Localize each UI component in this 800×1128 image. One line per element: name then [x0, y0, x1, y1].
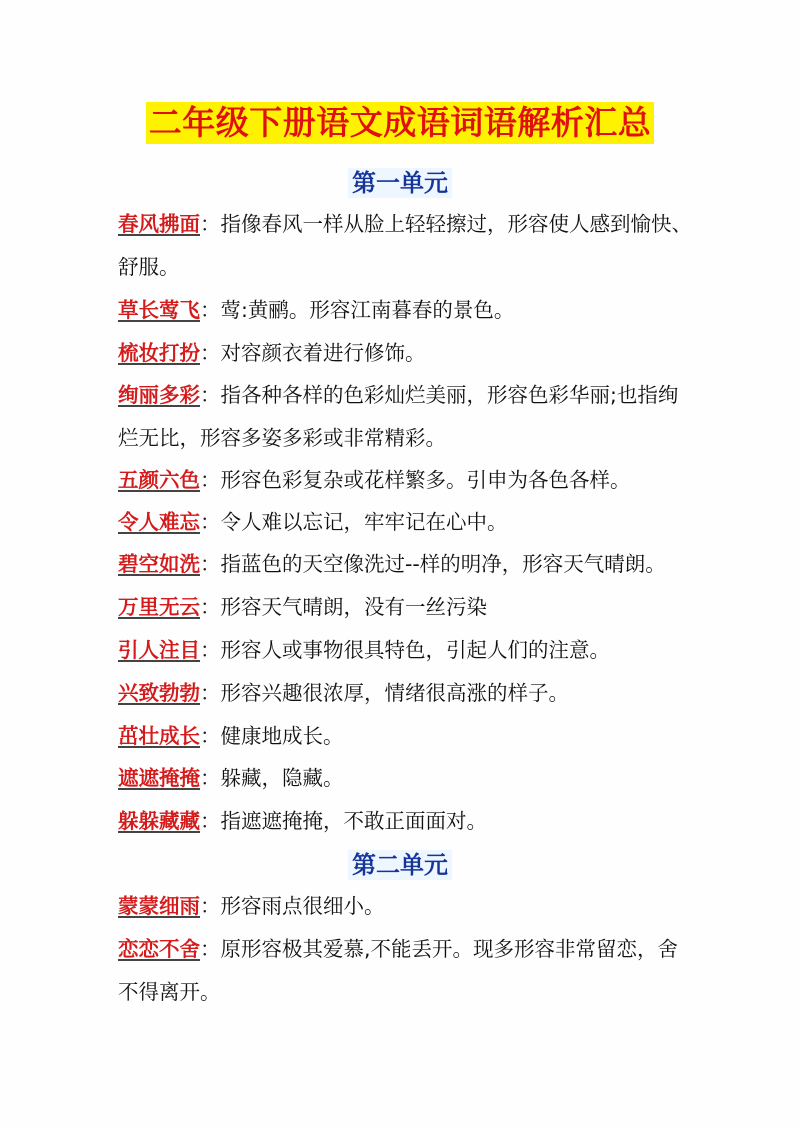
- idiom-term: 春风拂面: [118, 212, 200, 236]
- idiom-term: 恋恋不舍: [118, 937, 200, 961]
- colon-separator: ：: [200, 724, 221, 748]
- idiom-entry: [118, 543, 718, 586]
- idiom-term: 碧空如洗: [118, 552, 200, 576]
- idiom-definition: 形容天气晴朗，没有一丝污染: [220, 595, 487, 619]
- colon-separator: ：: [200, 894, 221, 918]
- idiom-definition: 形容雨点很细小。: [220, 894, 385, 918]
- idiom-term: 令人难忘: [118, 510, 200, 534]
- unit-heading-2: [0, 850, 800, 880]
- idiom-term: 引人注目: [118, 638, 200, 662]
- idiom-term: 梳妆打扮: [118, 341, 200, 365]
- page-title: 二年级下册语文成语词语解析汇总: [146, 102, 655, 144]
- idiom-entry: [118, 501, 698, 544]
- title-container: [0, 102, 800, 144]
- idiom-definition: 指蓝色的天空像洗过--样的明净，形容天气晴朗。: [220, 552, 666, 576]
- idiom-definition: 原形容极其爱慕,不能丢开。现多形容非常留恋，舍不得离开。: [118, 937, 679, 1004]
- idiom-definition: 躲藏，隐藏。: [220, 766, 344, 790]
- idiom-definition: 令人难以忘记，牢牢记在心中。: [220, 510, 508, 534]
- idiom-term: 兴致勃勃: [118, 681, 200, 705]
- idiom-term: 五颜六色: [118, 468, 200, 492]
- colon-separator: ：: [200, 595, 221, 619]
- idiom-definition: 指各种各样的色彩灿烂美丽，形容色彩华丽;也指绚烂无比，形容多姿多彩或非常精彩。: [118, 383, 679, 450]
- colon-separator: ：: [200, 212, 221, 236]
- idiom-entry: [118, 757, 698, 800]
- idiom-term: 蒙蒙细雨: [118, 894, 200, 918]
- unit-heading-text: 第一单元: [348, 168, 452, 198]
- colon-separator: ：: [200, 510, 221, 534]
- idiom-entry: [118, 459, 698, 502]
- idiom-entry: [118, 672, 698, 715]
- idiom-definition: 形容色彩复杂或花样繁多。引申为各色各样。: [220, 468, 631, 492]
- idiom-definition: 健康地成长。: [220, 724, 344, 748]
- idiom-entry: [118, 629, 698, 672]
- colon-separator: ：: [200, 383, 221, 407]
- idiom-definition: 指像春风一样从脸上轻轻擦过，形容使人感到愉快、舒服。: [118, 212, 692, 279]
- colon-separator: ：: [200, 552, 221, 576]
- idiom-term: 绚丽多彩: [118, 383, 200, 407]
- idiom-definition: 形容人或事物很具特色，引起人们的注意。: [220, 638, 610, 662]
- idiom-term: 茁壮成长: [118, 724, 200, 748]
- colon-separator: ：: [200, 809, 221, 833]
- idiom-definition: 形容兴趣很浓厚，情绪很高涨的样子。: [220, 681, 569, 705]
- colon-separator: ：: [200, 638, 221, 662]
- idiom-entry: [118, 374, 698, 460]
- unit-heading-text: 第二单元: [348, 850, 452, 880]
- idiom-term: 遮遮掩掩: [118, 766, 200, 790]
- idiom-entry: [118, 332, 698, 375]
- colon-separator: ：: [200, 766, 221, 790]
- idiom-term: 万里无云: [118, 595, 200, 619]
- idiom-term: 草长莺飞: [118, 298, 200, 322]
- idiom-entry: [118, 715, 698, 758]
- colon-separator: ：: [200, 937, 221, 961]
- unit-heading-1: [0, 168, 800, 198]
- idiom-entry: [118, 800, 698, 843]
- idiom-definition: 指遮遮掩掩，不敢正面面对。: [220, 809, 487, 833]
- colon-separator: ：: [200, 681, 221, 705]
- idiom-term: 躲躲藏藏: [118, 809, 200, 833]
- idiom-entry: [118, 885, 698, 928]
- colon-separator: ：: [200, 298, 221, 322]
- idiom-entry: [118, 928, 698, 1014]
- colon-separator: ：: [200, 468, 221, 492]
- idiom-definition: 对容颜衣着进行修饰。: [220, 341, 426, 365]
- idiom-entry: [118, 289, 698, 332]
- colon-separator: ：: [200, 341, 221, 365]
- idiom-entry: [118, 586, 698, 629]
- idiom-definition: 莺:黄鹂。形容江南暮春的景色。: [220, 298, 515, 322]
- idiom-entry: [118, 203, 698, 289]
